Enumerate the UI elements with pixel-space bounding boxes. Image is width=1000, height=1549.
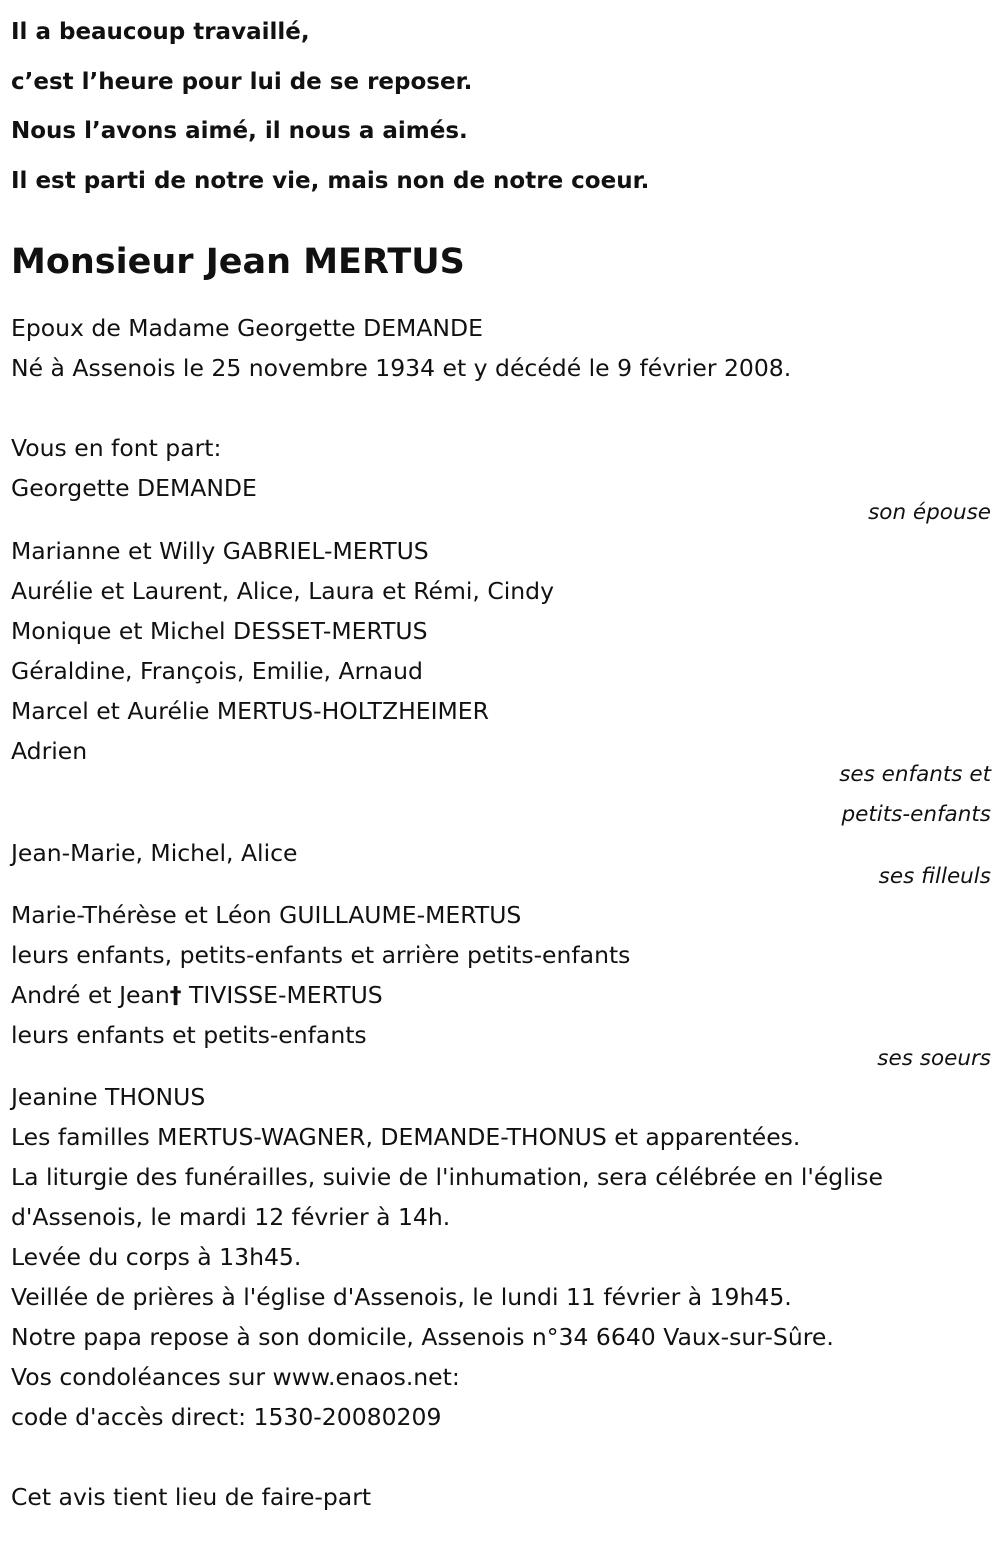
- relation-label: son épouse: [868, 500, 991, 525]
- family-member: Monique et Michel DESSET-MERTUS: [11, 617, 428, 645]
- poem: [11, 0, 991, 206]
- family-member: Aurélie et Laurent, Alice, Laura et Rémi, Cindy: [11, 577, 555, 605]
- closing-line: Levée du corps à 13h45.: [11, 1243, 302, 1271]
- closing-line: d'Assenois, le mardi 12 février à 14h.: [11, 1203, 451, 1231]
- family-member: Marie-Thérèse et Léon GUILLAUME-MERTUS: [11, 901, 522, 929]
- family-member-name: André et Jean: [11, 981, 170, 1009]
- closing-line: Notre papa repose à son domicile, Assenois n°34 6640 Vaux-sur-Sûre.: [11, 1323, 834, 1351]
- birth-death-line: Né à Assenois le 25 novembre 1934 et y décédé le 9 février 2008.: [11, 354, 792, 382]
- poem-line: Nous l’avons aimé, il nous a aimés.: [11, 118, 468, 144]
- family-member: leurs enfants, petits-enfants et arrière petits-enfants: [11, 941, 631, 969]
- family-member: Marianne et Willy GABRIEL-MERTUS: [11, 537, 429, 565]
- footer-note: Cet avis tient lieu de faire-part: [11, 1483, 372, 1511]
- relation-label: petits-enfants: [841, 802, 991, 827]
- closing-line: Jeanine THONUS: [11, 1083, 206, 1111]
- family-member: Adrien: [11, 737, 88, 765]
- sisters-group: [11, 895, 991, 1079]
- family-member: leurs enfants et petits-enfants: [11, 1021, 367, 1049]
- spouse-group: [11, 468, 991, 533]
- announce-line: Vous en font part:: [11, 434, 222, 462]
- deceased-name: Monsieur Jean MERTUS: [11, 242, 465, 282]
- family-member: Georgette DEMANDE: [11, 474, 257, 502]
- poem-line: Il a beaucoup travaillé,: [11, 19, 310, 45]
- relation-label: ses enfants et: [839, 762, 991, 787]
- closing-line: Veillée de prières à l'église d'Assenois, le lundi 11 février à 19h45.: [11, 1283, 792, 1311]
- family-member-surname: TIVISSE-MERTUS: [181, 981, 383, 1009]
- poem-line: c’est l’heure pour lui de se reposer.: [11, 68, 473, 95]
- family-member: Géraldine, François, Emilie, Arnaud: [11, 657, 423, 685]
- relation-label: ses soeurs: [877, 1046, 991, 1071]
- spouse-line: Epoux de Madame Georgette DEMANDE: [11, 314, 483, 342]
- closing-section: [11, 1077, 991, 1437]
- relation-label: ses filleuls: [878, 864, 991, 889]
- closing-line: Les familles MERTUS-WAGNER, DEMANDE-THONUS et apparentées.: [11, 1123, 801, 1151]
- closing-line: code d'accès direct: 1530-20080209: [11, 1403, 442, 1431]
- cross-icon: †: [169, 981, 182, 1009]
- family-member: [11, 975, 991, 1015]
- children-group: [11, 531, 991, 835]
- closing-line: La liturgie des funérailles, suivie de l'inhumation, sera célébrée en l'église: [11, 1163, 883, 1191]
- godchildren-group: [11, 833, 991, 897]
- obituary-notice: [11, 0, 991, 1517]
- closing-line: Vos condoléances sur www.enaos.net:: [11, 1363, 460, 1391]
- family-member: Jean-Marie, Michel, Alice: [11, 839, 298, 867]
- poem-line: Il est parti de notre vie, mais non de notre coeur.: [11, 167, 650, 194]
- family-member: Marcel et Aurélie MERTUS-HOLTZHEIMER: [11, 697, 489, 725]
